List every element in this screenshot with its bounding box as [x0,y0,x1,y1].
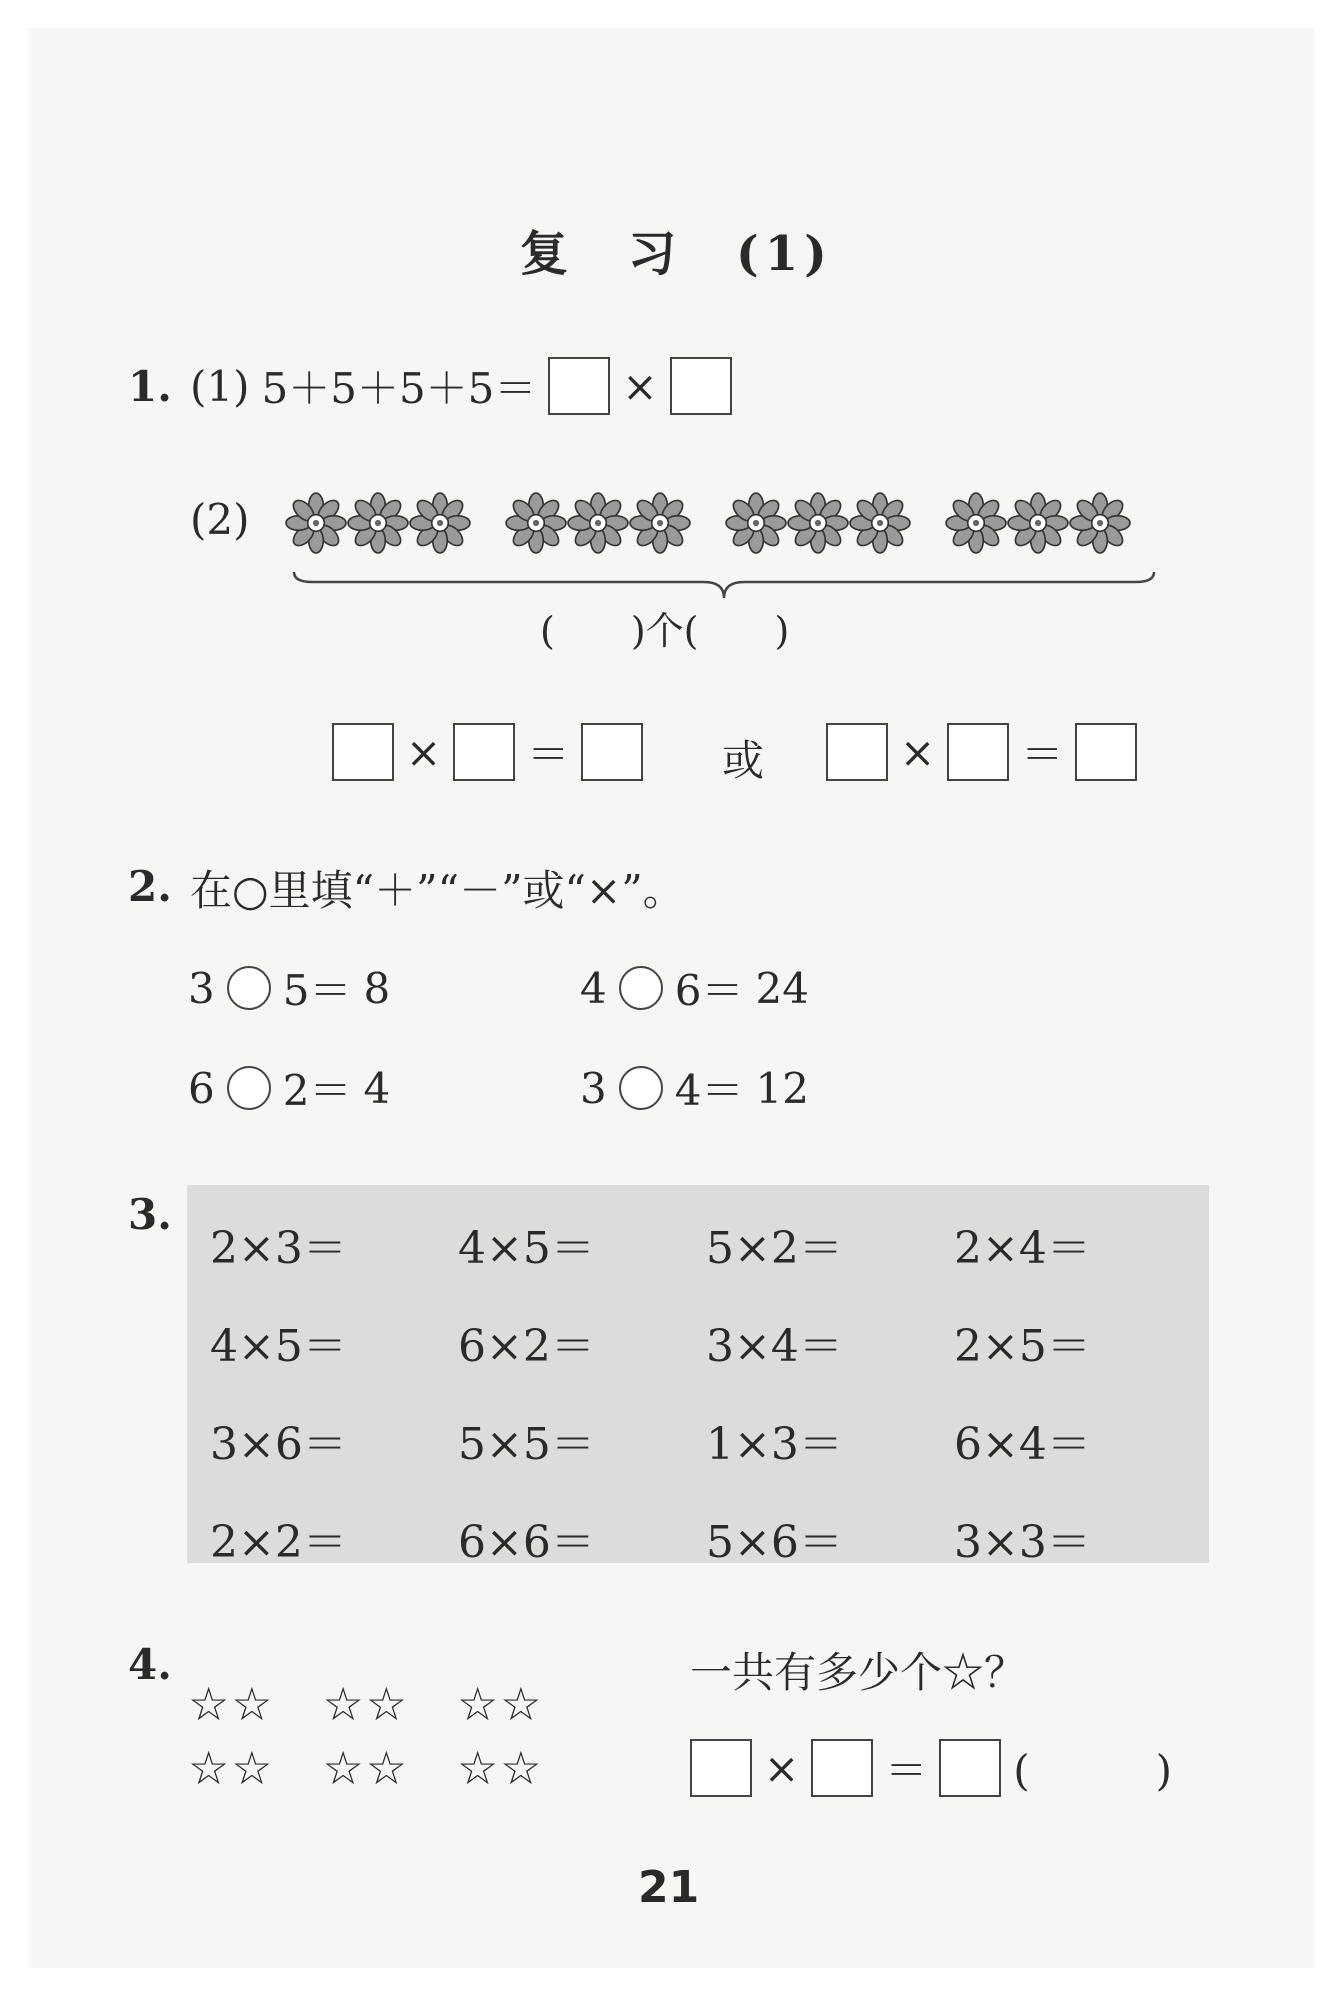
q2-item [580,1058,809,1118]
operand: 5＝ [282,966,352,1015]
flower-icon [849,492,911,554]
flower-icon [725,492,787,554]
answer-box[interactable] [453,723,515,781]
grid-cell: 6×6＝ [458,1517,595,1568]
operator-circle[interactable] [227,966,271,1010]
grid-row [210,1195,1210,1293]
grid-cell: 2×2＝ [210,1517,347,1568]
operand: 2＝ [282,1066,352,1115]
grid-cell: 6×2＝ [458,1321,595,1372]
q4-number: 4. [128,1640,172,1689]
page-title: 复 习 (1) [520,226,833,282]
flower-icon [1069,492,1131,554]
equals-sign: ＝ [527,730,570,779]
q2-number: 2. [128,862,172,911]
q1-part1-label: (1) [190,361,250,411]
star-row: ☆☆ ☆☆ ☆☆ [188,1741,544,1795]
times-sign: × [406,727,442,777]
result: 4 [363,1063,391,1113]
answer-box[interactable] [548,357,610,415]
grid-cell: 3×4＝ [706,1321,843,1372]
flower-group [285,492,471,558]
result: 12 [755,1063,809,1113]
q1-part1 [190,356,732,416]
grid-cell: 5×6＝ [706,1517,843,1568]
equals-sign: ＝ [885,1746,928,1795]
times-sign: × [622,361,658,411]
operand: 4＝ [674,1066,744,1115]
q2-item [188,1058,390,1118]
grid-cell: 2×3＝ [210,1223,347,1274]
flower-group [945,492,1131,558]
or-word: 或 [722,736,765,785]
answer-box[interactable] [826,723,888,781]
flower-row [285,492,1165,558]
flower-icon [567,492,629,554]
grid-cell: 6×4＝ [954,1419,1091,1470]
grid-cell: 5×5＝ [458,1419,595,1470]
grid-row [210,1391,1210,1489]
q3-number: 3. [128,1190,172,1239]
flower-icon [629,492,691,554]
flower-group [505,492,691,558]
answer-box[interactable] [939,1739,1001,1797]
flower-icon [505,492,567,554]
flower-icon [347,492,409,554]
curly-brace [292,568,1156,604]
flower-icon [409,492,471,554]
flower-group [725,492,911,558]
grid-cell: 1×3＝ [706,1419,843,1470]
operand: 6＝ [674,966,744,1015]
flower-icon [285,492,347,554]
answer-box[interactable] [947,723,1009,781]
times-sign: × [900,727,936,777]
grid-cell: 5×2＝ [706,1223,843,1274]
q1-number: 1. [128,362,172,411]
grid-cell: 3×3＝ [954,1517,1091,1568]
q4-equation [690,1738,1172,1798]
q1-part1-expression: 5＋5＋5＋5＝ [261,364,537,413]
brace-caption: ( )个( ) [540,609,790,653]
q1-equation-b [826,722,1137,782]
flower-icon [945,492,1007,554]
grid-cell: 2×4＝ [954,1223,1091,1274]
operand: 3 [580,1063,607,1113]
operand: 4 [580,963,607,1013]
q1-equation-a [332,722,643,782]
operator-circle[interactable] [619,1066,663,1110]
star-row: ☆☆ ☆☆ ☆☆ [188,1677,544,1731]
answer-box[interactable] [1075,723,1137,781]
flower-icon [787,492,849,554]
grid-row [210,1293,1210,1391]
answer-box[interactable] [332,723,394,781]
answer-box[interactable] [581,723,643,781]
q2-instruction: 在○里填“＋”“－”或“×”。 [190,866,685,915]
q1-part2-label: (2) [190,495,250,544]
q2-item [188,958,390,1018]
operand: 6 [188,1063,215,1113]
unit-paren: ( ) [1013,1746,1172,1795]
equals-sign: ＝ [1021,730,1064,779]
answer-box[interactable] [690,1739,752,1797]
answer-box[interactable] [811,1739,873,1797]
grid-cell: 3×6＝ [210,1419,347,1470]
answer-box[interactable] [670,357,732,415]
grid-cell: 4×5＝ [458,1223,595,1274]
q2-item [580,958,809,1018]
page-number: 21 [638,1862,700,1913]
operator-circle[interactable] [227,1066,271,1110]
flower-icon [1007,492,1069,554]
q4-question: 一共有多少个☆？ [690,1648,1027,1697]
operator-circle[interactable] [619,966,663,1010]
grid-cell: 4×5＝ [210,1321,347,1372]
times-sign: × [764,1743,800,1793]
result: 8 [363,963,391,1013]
grid-cell: 2×5＝ [954,1321,1091,1372]
result: 24 [755,963,809,1013]
operand: 3 [188,963,215,1013]
multiplication-grid [210,1195,1210,1587]
grid-row [210,1489,1210,1587]
